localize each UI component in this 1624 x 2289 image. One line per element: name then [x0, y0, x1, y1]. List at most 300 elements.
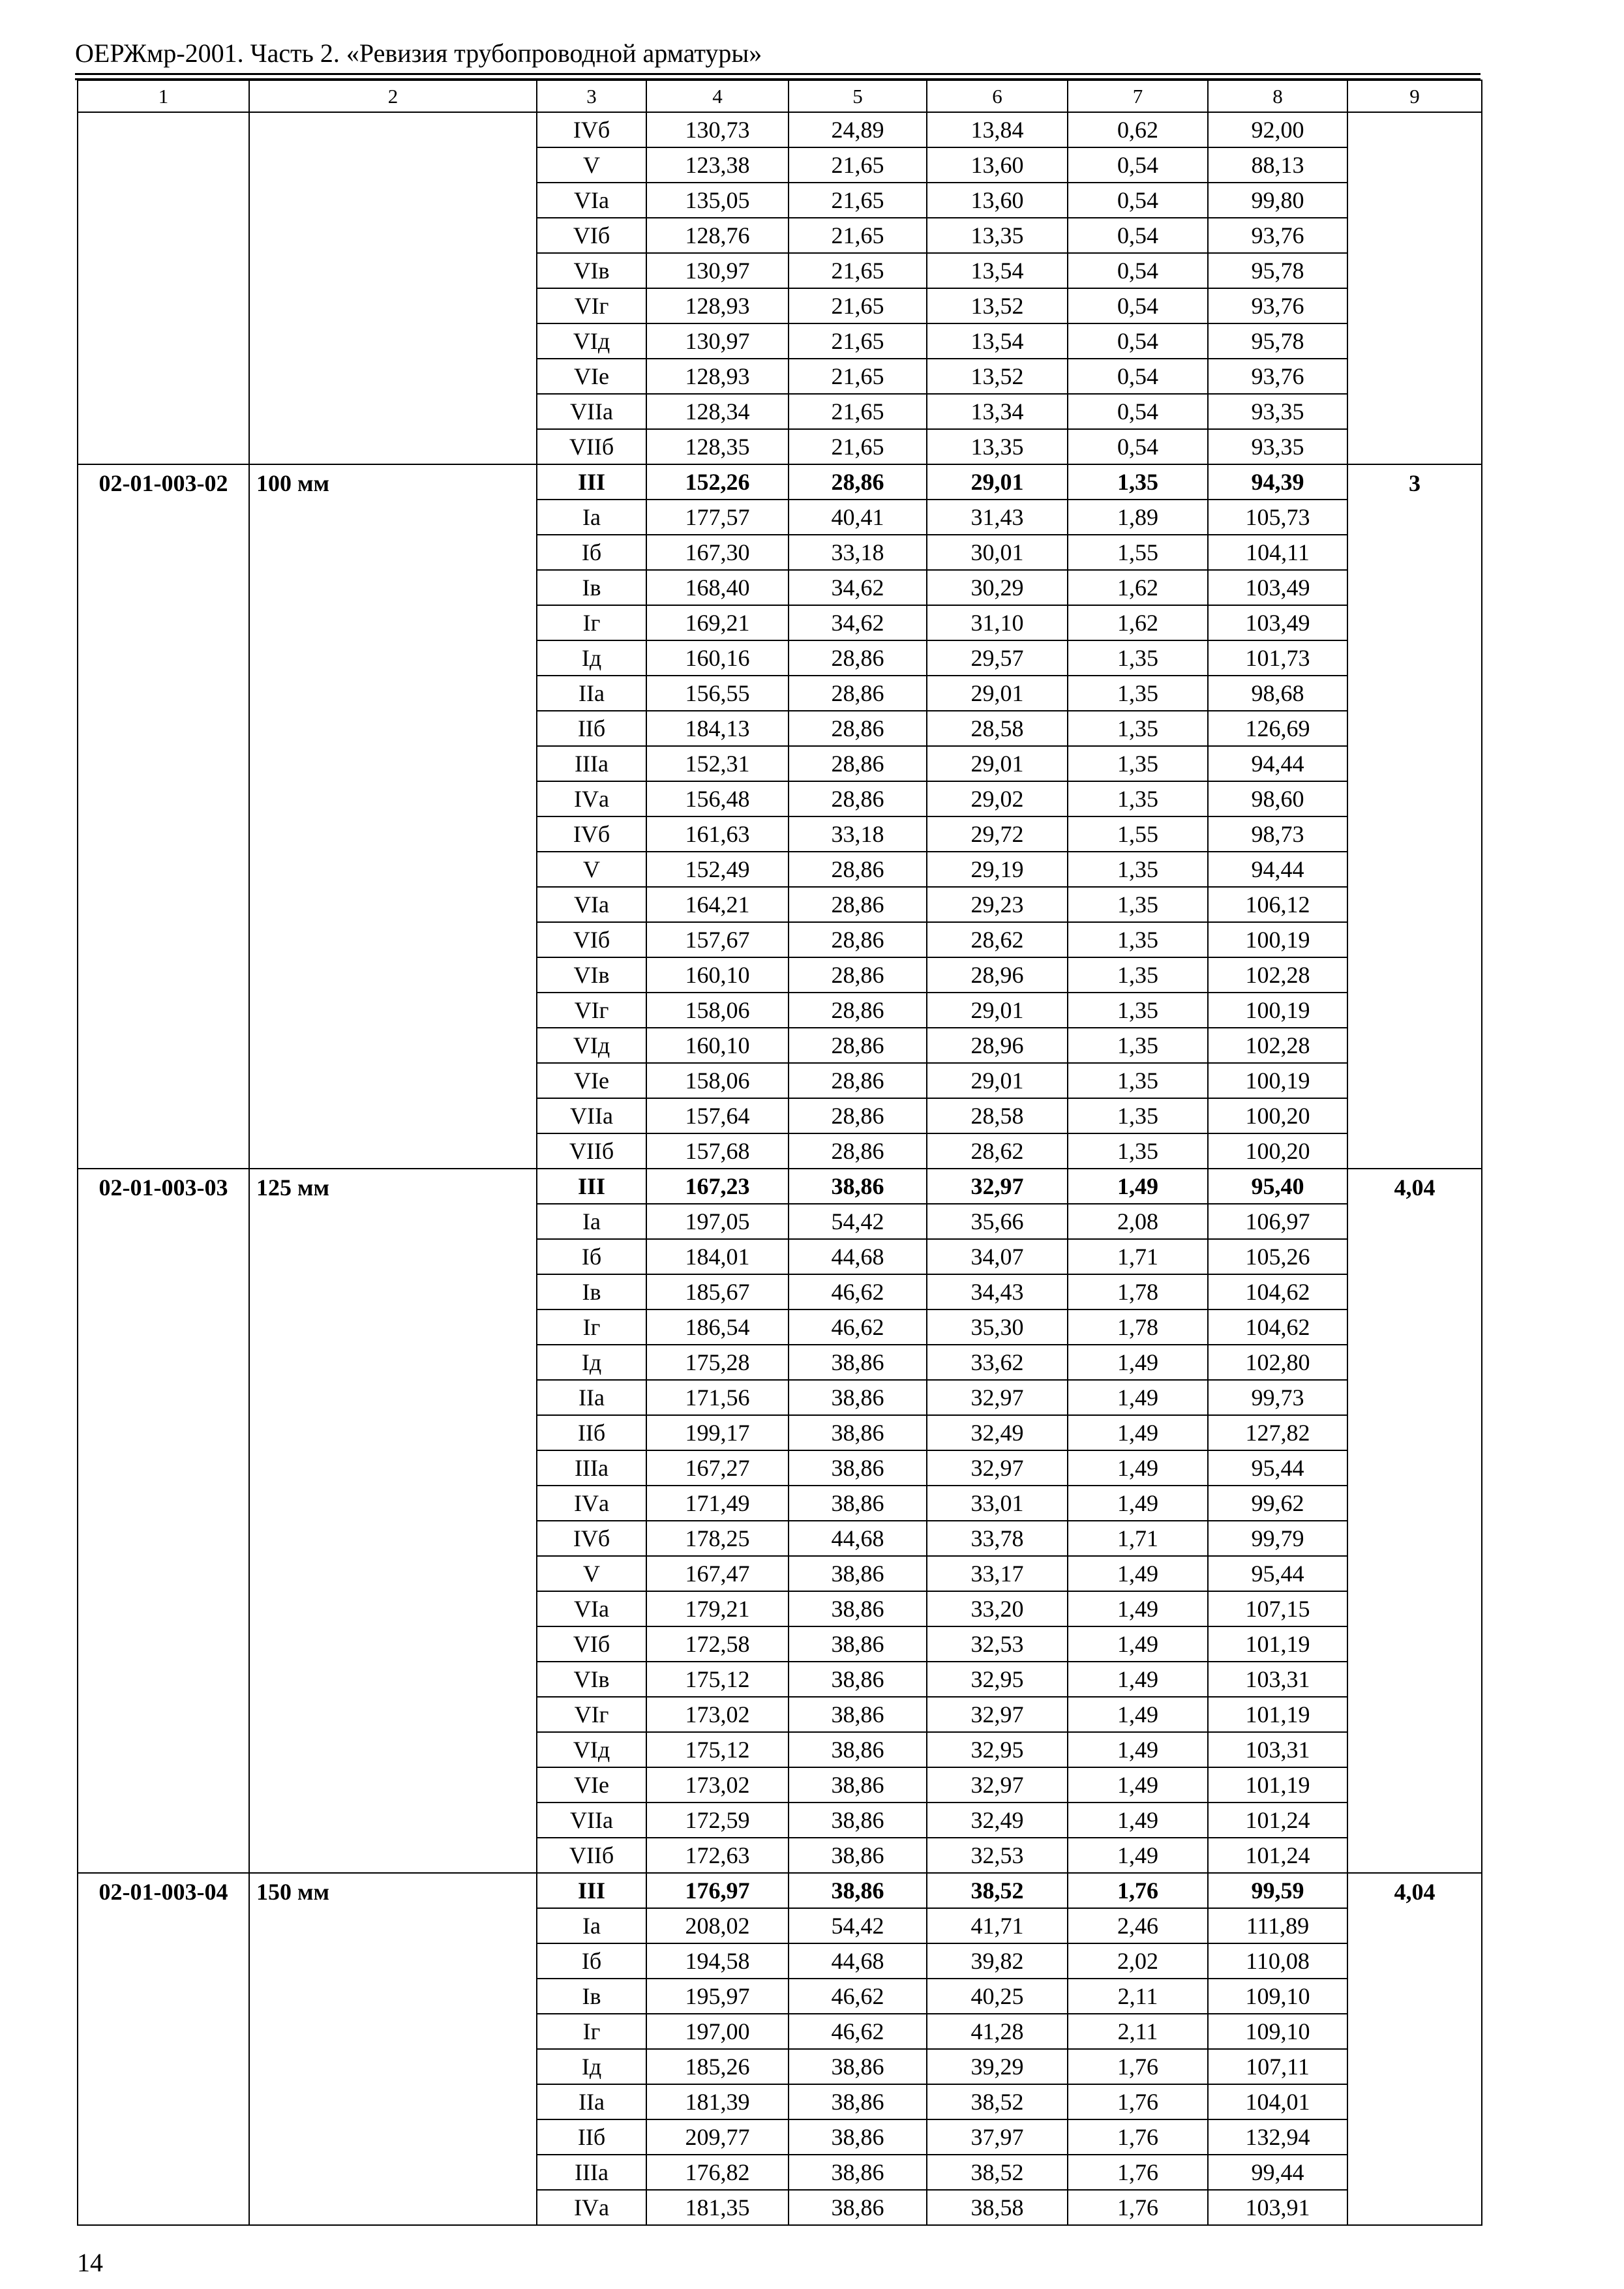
machines-cell: 33,20: [927, 1591, 1068, 1626]
machinists-wages-cell: 1,35: [1068, 922, 1208, 957]
zone-cell: Iв: [537, 1274, 646, 1309]
machines-cell: 29,72: [927, 816, 1068, 852]
total-cost-cell: 167,23: [646, 1169, 789, 1204]
machinists-wages-cell: 1,49: [1068, 1662, 1208, 1697]
machines-cell: 34,43: [927, 1274, 1068, 1309]
machines-cell: 32,53: [927, 1626, 1068, 1662]
machinists-wages-cell: 1,35: [1068, 781, 1208, 816]
materials-cell: 104,11: [1208, 535, 1347, 570]
wages-cell: 38,86: [789, 1626, 927, 1662]
total-cost-cell: 172,63: [646, 1838, 789, 1873]
materials-cell: 106,97: [1208, 1204, 1347, 1239]
zone-cell: VIд: [537, 323, 646, 359]
diameter-cell: [249, 112, 537, 464]
materials-cell: 100,20: [1208, 1133, 1347, 1169]
total-cost-cell: 172,59: [646, 1803, 789, 1838]
zone-cell: Iа: [537, 1204, 646, 1239]
wages-cell: 44,68: [789, 1239, 927, 1274]
machinists-wages-cell: 1,76: [1068, 2155, 1208, 2190]
machines-cell: 32,97: [927, 1767, 1068, 1803]
materials-cell: 127,82: [1208, 1415, 1347, 1450]
rate-code-cell: 02-01-003-02: [78, 464, 249, 1169]
wages-cell: 21,65: [789, 253, 927, 288]
machines-cell: 39,82: [927, 1943, 1068, 1979]
machines-cell: 28,62: [927, 922, 1068, 957]
machinists-wages-cell: 1,62: [1068, 605, 1208, 640]
machines-cell: 29,19: [927, 852, 1068, 887]
wages-cell: 21,65: [789, 429, 927, 464]
machines-cell: 32,95: [927, 1732, 1068, 1767]
zone-cell: IIа: [537, 1380, 646, 1415]
machines-cell: 13,60: [927, 183, 1068, 218]
wages-cell: 33,18: [789, 535, 927, 570]
materials-cell: 92,00: [1208, 112, 1347, 147]
wages-cell: 34,62: [789, 605, 927, 640]
wages-cell: 28,86: [789, 1063, 927, 1098]
wages-cell: 38,86: [789, 1169, 927, 1204]
zone-cell: IVб: [537, 112, 646, 147]
table-row: [78, 112, 1482, 147]
wages-cell: 38,86: [789, 1345, 927, 1380]
machinists-wages-cell: 1,76: [1068, 2190, 1208, 2225]
machinists-wages-cell: 1,49: [1068, 1591, 1208, 1626]
machinists-wages-cell: 0,54: [1068, 323, 1208, 359]
zone-cell: VIб: [537, 1626, 646, 1662]
wages-cell: 40,41: [789, 500, 927, 535]
total-cost-cell: 197,05: [646, 1204, 789, 1239]
machinists-wages-cell: 1,55: [1068, 816, 1208, 852]
machinists-wages-cell: 1,49: [1068, 1380, 1208, 1415]
materials-cell: 99,80: [1208, 183, 1347, 218]
wages-cell: 21,65: [789, 147, 927, 183]
zone-cell: VIIб: [537, 429, 646, 464]
machines-cell: 29,57: [927, 640, 1068, 676]
total-cost-cell: 197,00: [646, 2014, 789, 2049]
machinists-wages-cell: 1,35: [1068, 746, 1208, 781]
total-cost-cell: 179,21: [646, 1591, 789, 1626]
machinists-wages-cell: 1,76: [1068, 2119, 1208, 2155]
machinists-wages-cell: 1,62: [1068, 570, 1208, 605]
materials-cell: 107,11: [1208, 2049, 1347, 2084]
materials-cell: 93,35: [1208, 394, 1347, 429]
wages-cell: 28,86: [789, 676, 927, 711]
column-header: 2: [249, 80, 537, 112]
machines-cell: 32,97: [927, 1450, 1068, 1486]
wages-cell: 38,86: [789, 1662, 927, 1697]
wages-cell: 54,42: [789, 1908, 927, 1943]
total-cost-cell: 173,02: [646, 1767, 789, 1803]
materials-cell: 111,89: [1208, 1908, 1347, 1943]
zone-cell: VIIб: [537, 1133, 646, 1169]
machinists-wages-cell: 1,49: [1068, 1415, 1208, 1450]
diameter-cell: 125 мм: [249, 1169, 537, 1873]
wages-cell: 21,65: [789, 323, 927, 359]
machines-cell: 30,29: [927, 570, 1068, 605]
materials-cell: 105,26: [1208, 1239, 1347, 1274]
machinists-wages-cell: 1,78: [1068, 1274, 1208, 1309]
total-cost-cell: 181,39: [646, 2084, 789, 2119]
total-cost-cell: 157,64: [646, 1098, 789, 1133]
wages-cell: 38,86: [789, 2084, 927, 2119]
column-header: 1: [78, 80, 249, 112]
machinists-wages-cell: 0,54: [1068, 147, 1208, 183]
wages-cell: 28,86: [789, 711, 927, 746]
zone-cell: VIб: [537, 922, 646, 957]
total-cost-cell: 157,67: [646, 922, 789, 957]
machines-cell: 37,97: [927, 2119, 1068, 2155]
machines-cell: 28,58: [927, 1098, 1068, 1133]
materials-cell: 109,10: [1208, 2014, 1347, 2049]
wages-cell: 46,62: [789, 2014, 927, 2049]
zone-cell: IIб: [537, 711, 646, 746]
wages-cell: 21,65: [789, 359, 927, 394]
machines-cell: 32,49: [927, 1415, 1068, 1450]
materials-cell: 100,20: [1208, 1098, 1347, 1133]
wages-cell: 28,86: [789, 640, 927, 676]
machinists-wages-cell: 2,46: [1068, 1908, 1208, 1943]
total-cost-cell: 128,35: [646, 429, 789, 464]
column-header: 3: [537, 80, 646, 112]
wages-cell: 38,86: [789, 1697, 927, 1732]
machinists-wages-cell: 0,54: [1068, 218, 1208, 253]
total-cost-cell: 128,34: [646, 394, 789, 429]
materials-cell: 103,49: [1208, 605, 1347, 640]
machinists-wages-cell: 1,35: [1068, 852, 1208, 887]
machinists-wages-cell: 1,35: [1068, 711, 1208, 746]
wages-cell: 38,86: [789, 1803, 927, 1838]
zone-cell: V: [537, 852, 646, 887]
materials-cell: 94,39: [1208, 464, 1347, 500]
total-cost-cell: 176,97: [646, 1873, 789, 1908]
materials-cell: 88,13: [1208, 147, 1347, 183]
materials-cell: 104,62: [1208, 1274, 1347, 1309]
wages-cell: 38,86: [789, 2119, 927, 2155]
materials-cell: 102,28: [1208, 1028, 1347, 1063]
wages-cell: 28,86: [789, 922, 927, 957]
total-cost-cell: 156,48: [646, 781, 789, 816]
zone-cell: IVа: [537, 2190, 646, 2225]
materials-cell: 95,44: [1208, 1556, 1347, 1591]
total-cost-cell: 178,25: [646, 1521, 789, 1556]
materials-cell: 93,76: [1208, 359, 1347, 394]
total-cost-cell: 152,26: [646, 464, 789, 500]
total-cost-cell: 181,35: [646, 2190, 789, 2225]
zone-cell: VIг: [537, 1697, 646, 1732]
machines-cell: 29,01: [927, 746, 1068, 781]
machinists-wages-cell: 1,49: [1068, 1345, 1208, 1380]
table-row: [78, 1169, 1482, 1204]
labor-norm-cell: [1347, 112, 1482, 464]
machinists-wages-cell: 2,02: [1068, 1943, 1208, 1979]
materials-cell: 104,01: [1208, 2084, 1347, 2119]
zone-cell: IIIа: [537, 2155, 646, 2190]
total-cost-cell: 209,77: [646, 2119, 789, 2155]
materials-cell: 103,91: [1208, 2190, 1347, 2225]
machines-cell: 29,23: [927, 887, 1068, 922]
machines-cell: 39,29: [927, 2049, 1068, 2084]
machines-cell: 28,96: [927, 1028, 1068, 1063]
wages-cell: 38,86: [789, 1450, 927, 1486]
diameter-cell: 100 мм: [249, 464, 537, 1169]
machines-cell: 35,30: [927, 1309, 1068, 1345]
zone-cell: VIIб: [537, 1838, 646, 1873]
machines-cell: 13,35: [927, 218, 1068, 253]
header-rule-top: [75, 73, 1481, 75]
zone-cell: VIв: [537, 1662, 646, 1697]
materials-cell: 95,78: [1208, 253, 1347, 288]
total-cost-cell: 164,21: [646, 887, 789, 922]
total-cost-cell: 152,31: [646, 746, 789, 781]
zone-cell: VIа: [537, 183, 646, 218]
machines-cell: 13,52: [927, 359, 1068, 394]
total-cost-cell: 184,01: [646, 1239, 789, 1274]
machinists-wages-cell: 0,54: [1068, 359, 1208, 394]
total-cost-cell: 208,02: [646, 1908, 789, 1943]
machinists-wages-cell: 1,35: [1068, 640, 1208, 676]
total-cost-cell: 135,05: [646, 183, 789, 218]
table-row: [78, 464, 1482, 500]
wages-cell: 38,86: [789, 1556, 927, 1591]
total-cost-cell: 167,47: [646, 1556, 789, 1591]
machines-cell: 13,60: [927, 147, 1068, 183]
wages-cell: 38,86: [789, 2155, 927, 2190]
materials-cell: 107,15: [1208, 1591, 1347, 1626]
materials-cell: 94,44: [1208, 746, 1347, 781]
zone-cell: VIа: [537, 887, 646, 922]
machinists-wages-cell: 1,49: [1068, 1838, 1208, 1873]
machinists-wages-cell: 1,49: [1068, 1803, 1208, 1838]
zone-cell: IVб: [537, 816, 646, 852]
machines-cell: 13,84: [927, 112, 1068, 147]
machines-cell: 28,58: [927, 711, 1068, 746]
machines-cell: 29,01: [927, 1063, 1068, 1098]
machinists-wages-cell: 1,49: [1068, 1732, 1208, 1767]
machines-cell: 13,54: [927, 253, 1068, 288]
wages-cell: 28,86: [789, 852, 927, 887]
materials-cell: 101,19: [1208, 1697, 1347, 1732]
wages-cell: 38,86: [789, 2190, 927, 2225]
wages-cell: 46,62: [789, 1274, 927, 1309]
total-cost-cell: 158,06: [646, 1063, 789, 1098]
total-cost-cell: 171,56: [646, 1380, 789, 1415]
zone-cell: VIв: [537, 957, 646, 993]
total-cost-cell: 171,49: [646, 1486, 789, 1521]
zone-cell: IIа: [537, 676, 646, 711]
zone-cell: Iд: [537, 2049, 646, 2084]
materials-cell: 102,28: [1208, 957, 1347, 993]
zone-cell: Iв: [537, 1979, 646, 2014]
wages-cell: 21,65: [789, 183, 927, 218]
total-cost-cell: 167,27: [646, 1450, 789, 1486]
machinists-wages-cell: 1,76: [1068, 2084, 1208, 2119]
machines-cell: 33,01: [927, 1486, 1068, 1521]
machinists-wages-cell: 0,54: [1068, 394, 1208, 429]
column-header: 4: [646, 80, 789, 112]
zone-cell: Iг: [537, 2014, 646, 2049]
zone-cell: VIб: [537, 218, 646, 253]
total-cost-cell: 185,67: [646, 1274, 789, 1309]
total-cost-cell: 160,10: [646, 1028, 789, 1063]
zone-cell: Iг: [537, 1309, 646, 1345]
materials-cell: 93,76: [1208, 288, 1347, 323]
zone-cell: VIд: [537, 1028, 646, 1063]
materials-cell: 94,44: [1208, 852, 1347, 887]
wages-cell: 21,65: [789, 218, 927, 253]
wages-cell: 24,89: [789, 112, 927, 147]
machines-cell: 32,97: [927, 1697, 1068, 1732]
machinists-wages-cell: 1,35: [1068, 464, 1208, 500]
zone-cell: VIг: [537, 993, 646, 1028]
wages-cell: 46,62: [789, 1979, 927, 2014]
page-header-title: ОЕРЖмр-2001. Часть 2. «Ревизия трубопроводной арматуры»: [75, 38, 762, 68]
materials-cell: 101,73: [1208, 640, 1347, 676]
wages-cell: 34,62: [789, 570, 927, 605]
total-cost-cell: 199,17: [646, 1415, 789, 1450]
wages-cell: 38,86: [789, 1591, 927, 1626]
zone-cell: VIе: [537, 359, 646, 394]
materials-cell: 109,10: [1208, 1979, 1347, 2014]
machinists-wages-cell: 0,54: [1068, 288, 1208, 323]
zone-cell: IIIа: [537, 1450, 646, 1486]
total-cost-cell: 128,76: [646, 218, 789, 253]
wages-cell: 28,86: [789, 1098, 927, 1133]
total-cost-cell: 130,97: [646, 253, 789, 288]
materials-cell: 110,08: [1208, 1943, 1347, 1979]
machinists-wages-cell: 1,49: [1068, 1626, 1208, 1662]
machinists-wages-cell: 0,54: [1068, 183, 1208, 218]
wages-cell: 38,86: [789, 1873, 927, 1908]
column-header: 5: [789, 80, 927, 112]
column-header: 6: [927, 80, 1068, 112]
materials-cell: 100,19: [1208, 1063, 1347, 1098]
machines-cell: 40,25: [927, 1979, 1068, 2014]
materials-cell: 101,19: [1208, 1626, 1347, 1662]
wages-cell: 28,86: [789, 887, 927, 922]
machinists-wages-cell: 1,35: [1068, 1028, 1208, 1063]
materials-cell: 104,62: [1208, 1309, 1347, 1345]
machines-cell: 28,62: [927, 1133, 1068, 1169]
machines-cell: 32,49: [927, 1803, 1068, 1838]
machines-cell: 38,52: [927, 2084, 1068, 2119]
zone-cell: Iг: [537, 605, 646, 640]
machines-cell: 31,10: [927, 605, 1068, 640]
materials-cell: 105,73: [1208, 500, 1347, 535]
wages-cell: 28,86: [789, 993, 927, 1028]
zone-cell: VIIа: [537, 1098, 646, 1133]
table-body: [78, 80, 1482, 2225]
zone-cell: IVа: [537, 781, 646, 816]
materials-cell: 132,94: [1208, 2119, 1347, 2155]
machines-cell: 41,28: [927, 2014, 1068, 2049]
machines-cell: 33,78: [927, 1521, 1068, 1556]
rates-table: [77, 80, 1482, 2226]
materials-cell: 99,79: [1208, 1521, 1347, 1556]
zone-cell: Iа: [537, 1908, 646, 1943]
machines-cell: 13,34: [927, 394, 1068, 429]
zone-cell: Iб: [537, 535, 646, 570]
page-number: 14: [77, 2248, 103, 2277]
wages-cell: 38,86: [789, 1380, 927, 1415]
zone-cell: VIе: [537, 1767, 646, 1803]
zone-cell: IIIа: [537, 746, 646, 781]
total-cost-cell: 157,68: [646, 1133, 789, 1169]
zone-cell: VIIа: [537, 1803, 646, 1838]
total-cost-cell: 156,55: [646, 676, 789, 711]
machinists-wages-cell: 1,49: [1068, 1169, 1208, 1204]
machines-cell: 28,96: [927, 957, 1068, 993]
wages-cell: 38,86: [789, 1767, 927, 1803]
machines-cell: 13,52: [927, 288, 1068, 323]
zone-cell: VIа: [537, 1591, 646, 1626]
zone-cell: VIд: [537, 1732, 646, 1767]
zone-cell: V: [537, 1556, 646, 1591]
machines-cell: 32,53: [927, 1838, 1068, 1873]
machinists-wages-cell: 1,49: [1068, 1767, 1208, 1803]
machinists-wages-cell: 0,54: [1068, 429, 1208, 464]
column-header: 7: [1068, 80, 1208, 112]
labor-norm-cell: 3: [1347, 464, 1482, 1169]
machines-cell: 32,97: [927, 1380, 1068, 1415]
materials-cell: 126,69: [1208, 711, 1347, 746]
wages-cell: 28,86: [789, 781, 927, 816]
zone-cell: IIб: [537, 1415, 646, 1450]
machines-cell: 31,43: [927, 500, 1068, 535]
machines-cell: 34,07: [927, 1239, 1068, 1274]
machinists-wages-cell: 1,49: [1068, 1556, 1208, 1591]
total-cost-cell: 130,73: [646, 112, 789, 147]
wages-cell: 28,86: [789, 464, 927, 500]
total-cost-cell: 176,82: [646, 2155, 789, 2190]
total-cost-cell: 186,54: [646, 1309, 789, 1345]
machines-cell: 33,62: [927, 1345, 1068, 1380]
total-cost-cell: 175,12: [646, 1662, 789, 1697]
materials-cell: 102,80: [1208, 1345, 1347, 1380]
materials-cell: 98,68: [1208, 676, 1347, 711]
zone-cell: VIе: [537, 1063, 646, 1098]
zone-cell: Iв: [537, 570, 646, 605]
zone-cell: VIв: [537, 253, 646, 288]
machinists-wages-cell: 0,54: [1068, 253, 1208, 288]
total-cost-cell: 184,13: [646, 711, 789, 746]
wages-cell: 54,42: [789, 1204, 927, 1239]
wages-cell: 21,65: [789, 288, 927, 323]
materials-cell: 99,44: [1208, 2155, 1347, 2190]
machinists-wages-cell: 2,11: [1068, 1979, 1208, 2014]
wages-cell: 33,18: [789, 816, 927, 852]
machinists-wages-cell: 0,62: [1068, 112, 1208, 147]
zone-cell: IVа: [537, 1486, 646, 1521]
machinists-wages-cell: 1,76: [1068, 1873, 1208, 1908]
materials-cell: 95,40: [1208, 1169, 1347, 1204]
machines-cell: 13,35: [927, 429, 1068, 464]
machinists-wages-cell: 1,35: [1068, 887, 1208, 922]
labor-norm-cell: 4,04: [1347, 1873, 1482, 2225]
machinists-wages-cell: 1,35: [1068, 1133, 1208, 1169]
materials-cell: 98,60: [1208, 781, 1347, 816]
zone-cell: Iд: [537, 640, 646, 676]
zone-cell: III: [537, 1169, 646, 1204]
wages-cell: 46,62: [789, 1309, 927, 1345]
machinists-wages-cell: 1,76: [1068, 2049, 1208, 2084]
machines-cell: 29,01: [927, 676, 1068, 711]
materials-cell: 106,12: [1208, 887, 1347, 922]
column-header: 9: [1347, 80, 1482, 112]
machinists-wages-cell: 1,35: [1068, 993, 1208, 1028]
table-row: [78, 1873, 1482, 1908]
zone-cell: Iб: [537, 1943, 646, 1979]
machines-cell: 30,01: [927, 535, 1068, 570]
machinists-wages-cell: 1,89: [1068, 500, 1208, 535]
